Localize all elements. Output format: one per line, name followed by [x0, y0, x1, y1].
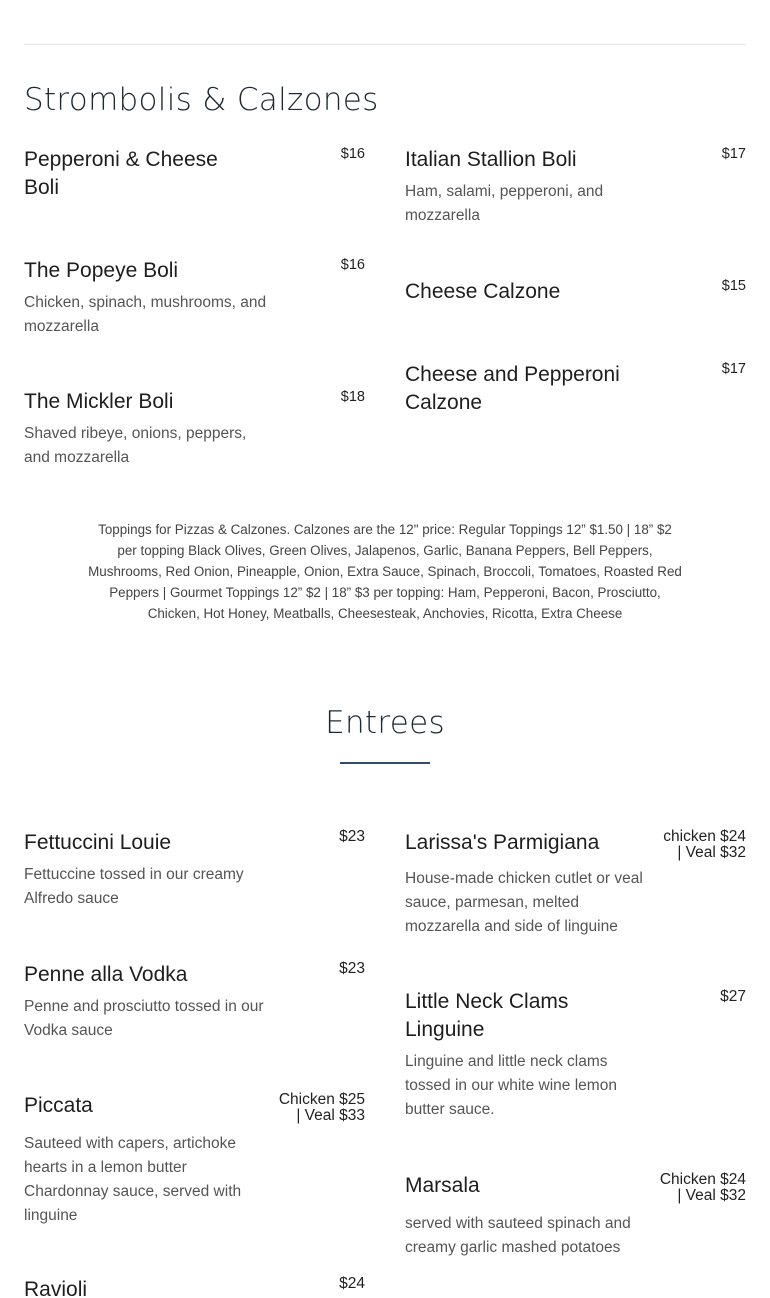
item-price [660, 1172, 746, 1204]
menu-item [405, 361, 640, 417]
menu-item [24, 961, 274, 1043]
price-chicken: Chicken $25 [278, 1091, 365, 1108]
menu-item [24, 257, 274, 339]
price-veal: | Veal $32 [677, 844, 746, 861]
item-price: $27 [720, 988, 746, 1005]
item-name: Pepperoni & Cheese Boli [24, 148, 218, 199]
price-veal: | Veal $32 [677, 1187, 746, 1204]
item-name: The Popeye Boli [24, 259, 179, 282]
item-name: Piccata [24, 1094, 93, 1117]
item-name: Ravioli [24, 1278, 88, 1298]
menu-item [405, 829, 650, 939]
section-title-strombolis: Strombolis & Calzones [24, 82, 379, 118]
menu-item [24, 829, 274, 911]
menu-item [24, 1276, 274, 1298]
item-name: Little Neck Clams Linguine [405, 990, 569, 1041]
menu-item [405, 146, 640, 228]
item-name: Fettuccini Louie [24, 831, 172, 854]
item-price: $17 [721, 146, 746, 162]
section-title-underline [340, 762, 430, 764]
item-price [279, 1092, 365, 1124]
item-description: Linguine and little neck clams tossed in our white wine lemon butter sauce. [405, 1053, 617, 1118]
item-name: Italian Stallion Boli [405, 148, 577, 171]
toppings-note: Toppings for Pizzas & Calzones. Calzones are the 12" price: Regular Toppings 12” $1.50 | 18” $2 per topping Black Olives, Green Olives, Jalapenos, Garlic, Banana Peppers, Bell Peppers, Mushrooms, Red Onion, Pineapple, Onion, Extra Sauce, Spinach, Broccoli, Tomatoes, Roasted Red Peppers | Gourmet Toppings 12” $2 | 18” $3 per topping: Ham, Pepperoni, Bacon, Prosciutto, Chicken, Hot Honey, Meatballs, Cheesesteak, Anchovies, Ricotta, Extra Cheese [88, 522, 682, 621]
item-description: Chicken, spinach, mushrooms, and mozzarella [24, 294, 267, 335]
item-price: $15 [721, 278, 746, 294]
item-description: House-made chicken cutlet or veal sauce, parmesan, melted mozzarella and side of linguine [405, 870, 643, 935]
item-name: The Mickler Boli [24, 390, 174, 413]
price-chicken: chicken $24 [663, 828, 746, 845]
top-divider [24, 44, 746, 45]
item-name: Penne alla Vodka [24, 963, 188, 986]
item-name: Marsala [405, 1174, 480, 1197]
item-name: Cheese and Pepperoni Calzone [405, 363, 620, 414]
item-price: $18 [340, 389, 365, 405]
item-name: Cheese Calzone [405, 280, 561, 303]
item-description: Penne and prosciutto tossed in our Vodka sauce [24, 998, 264, 1039]
menu-item [24, 1092, 274, 1228]
item-price: $23 [339, 828, 365, 845]
section-title-entrees: Entrees [325, 705, 445, 741]
price-veal: | Veal $33 [296, 1107, 365, 1124]
item-description: Ham, salami, pepperoni, and mozzarella [405, 183, 604, 224]
item-description: Sauteed with capers, artichoke hearts in a lemon butter Chardonnay sauce, served with linguine [24, 1135, 242, 1224]
menu-item [24, 388, 274, 470]
menu-item [405, 1172, 650, 1260]
item-description: Fettuccine tossed in our creamy Alfredo sauce [24, 866, 244, 907]
price-chicken: Chicken $24 [659, 1171, 746, 1188]
item-description: Shaved ribeye, onions, peppers, and mozzarella [24, 425, 247, 466]
item-description: served with sauteed spinach and creamy garlic mashed potatoes [405, 1215, 631, 1256]
item-price: $16 [340, 257, 365, 273]
item-price: $17 [721, 361, 746, 377]
item-price: $16 [340, 146, 365, 162]
item-price [663, 829, 746, 861]
item-price: $23 [339, 960, 365, 977]
item-name: Larissa's Parmigiana [405, 831, 600, 854]
menu-item [405, 988, 635, 1122]
menu-item [24, 146, 239, 202]
item-price: $24 [339, 1275, 365, 1292]
menu-item [405, 278, 640, 306]
